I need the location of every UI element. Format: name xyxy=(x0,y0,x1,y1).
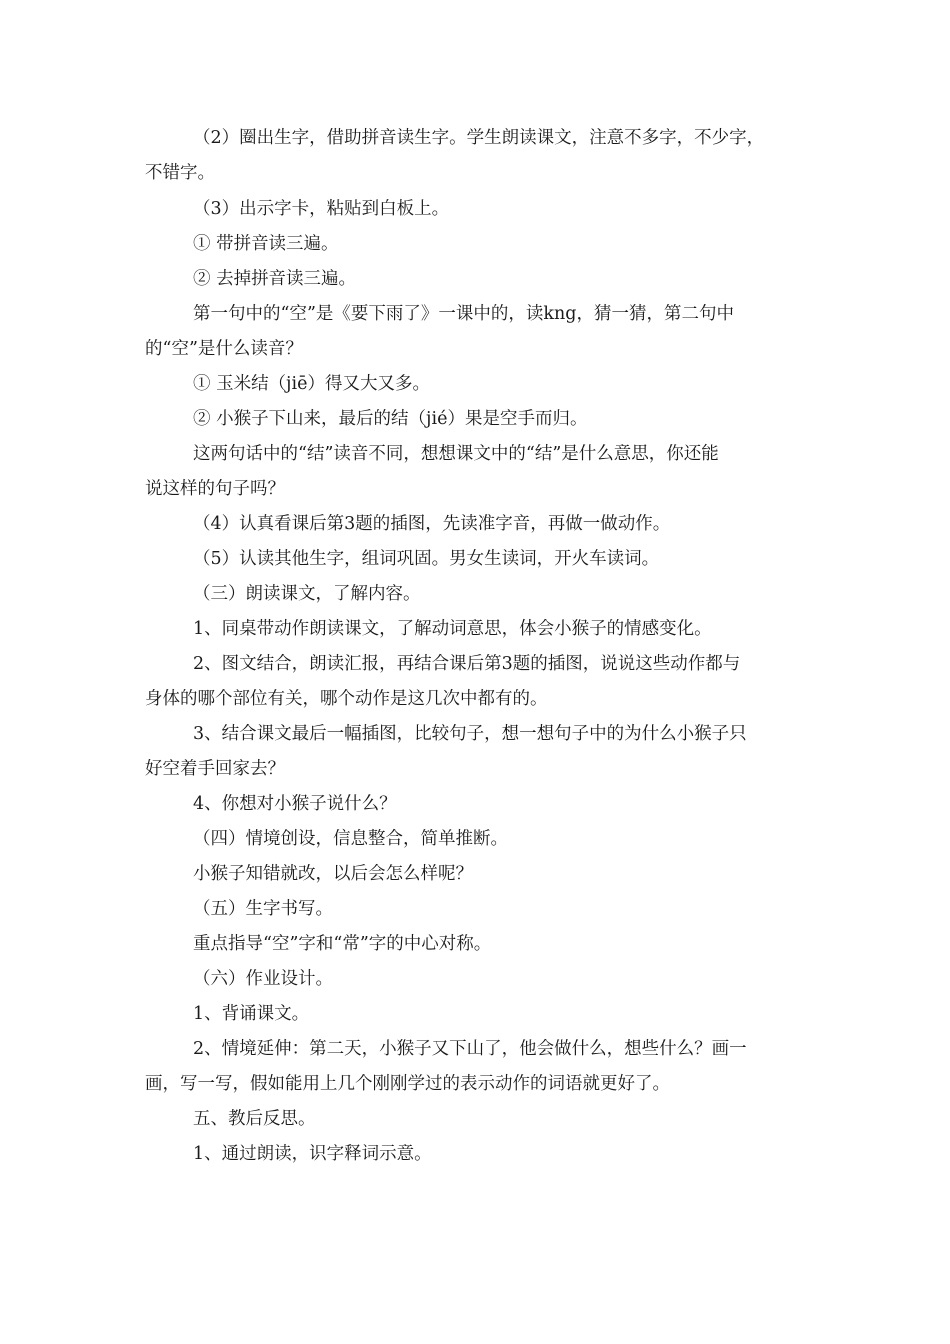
text-line: ① 玉米结（jiē）得又大又多。 xyxy=(193,374,430,394)
text-line: 4、你想对小猴子说什么？ xyxy=(193,794,397,814)
text-line: ① 带拼音读三遍。 xyxy=(193,234,339,254)
text-line: 身体的哪个部位有关，哪个动作是这几次中都有的。 xyxy=(145,689,548,709)
text-line: ② 小猴子下山来，最后的结（jié）果是空手而归。 xyxy=(193,409,588,429)
text-line: 五、教后反思。 xyxy=(193,1109,316,1129)
text-line: （六）作业设计。 xyxy=(193,969,333,989)
text-line: ② 去掉拼音读三遍。 xyxy=(193,269,357,289)
text-line: 小猴子知错就改，以后会怎么样呢？ xyxy=(193,864,473,884)
text-line: 的“空”是什么读音？ xyxy=(145,339,303,359)
text-line: 3、结合课文最后一幅插图，比较句子，想一想句子中的为什么小猴子只 xyxy=(193,724,747,744)
text-line: 不错字。 xyxy=(145,163,215,183)
text-line: 1、背诵课文。 xyxy=(193,1004,310,1024)
text-line: 2、情境延伸：第二天，小猴子又下山了，他会做什么，想些什么？画一 xyxy=(193,1039,747,1059)
text-line: 重点指导“空”字和“常”字的中心对称。 xyxy=(193,934,492,954)
text-line: 这两句话中的“结”读音不同，想想课文中的“结”是什么意思，你还能 xyxy=(193,444,719,464)
text-line: （四）情境创设，信息整合，简单推断。 xyxy=(193,829,508,849)
text-line: （4）认真看课后第3题的插图，先读准字音，再做一做动作。 xyxy=(193,514,671,534)
text-line: （5）认读其他生字，组词巩固。男女生读词，开火车读词。 xyxy=(193,549,660,569)
text-line: （2）圈出生字，借助拼音读生字。学生朗读课文，注意不多字，不少字， xyxy=(193,128,765,148)
text-line: 1、通过朗读，识字释词示意。 xyxy=(193,1144,432,1164)
text-line: 第一句中的“空”是《要下雨了》一课中的，读kng，猜一猜，第二句中 xyxy=(193,304,734,324)
text-line: 1、同桌带动作朗读课文，了解动词意思，体会小猴子的情感变化。 xyxy=(193,619,712,639)
text-line: （3）出示字卡，粘贴到白板上。 xyxy=(193,199,450,219)
text-line: 画，写一写，假如能用上几个刚刚学过的表示动作的词语就更好了。 xyxy=(145,1074,670,1094)
text-line: 2、图文结合，朗读汇报，再结合课后第3题的插图，说说这些动作都与 xyxy=(193,654,741,674)
text-line: 好空着手回家去？ xyxy=(145,759,285,779)
text-line: 说这样的句子吗？ xyxy=(145,479,285,499)
text-line: （三）朗读课文，了解内容。 xyxy=(193,584,421,604)
text-line: （五）生字书写。 xyxy=(193,899,333,919)
